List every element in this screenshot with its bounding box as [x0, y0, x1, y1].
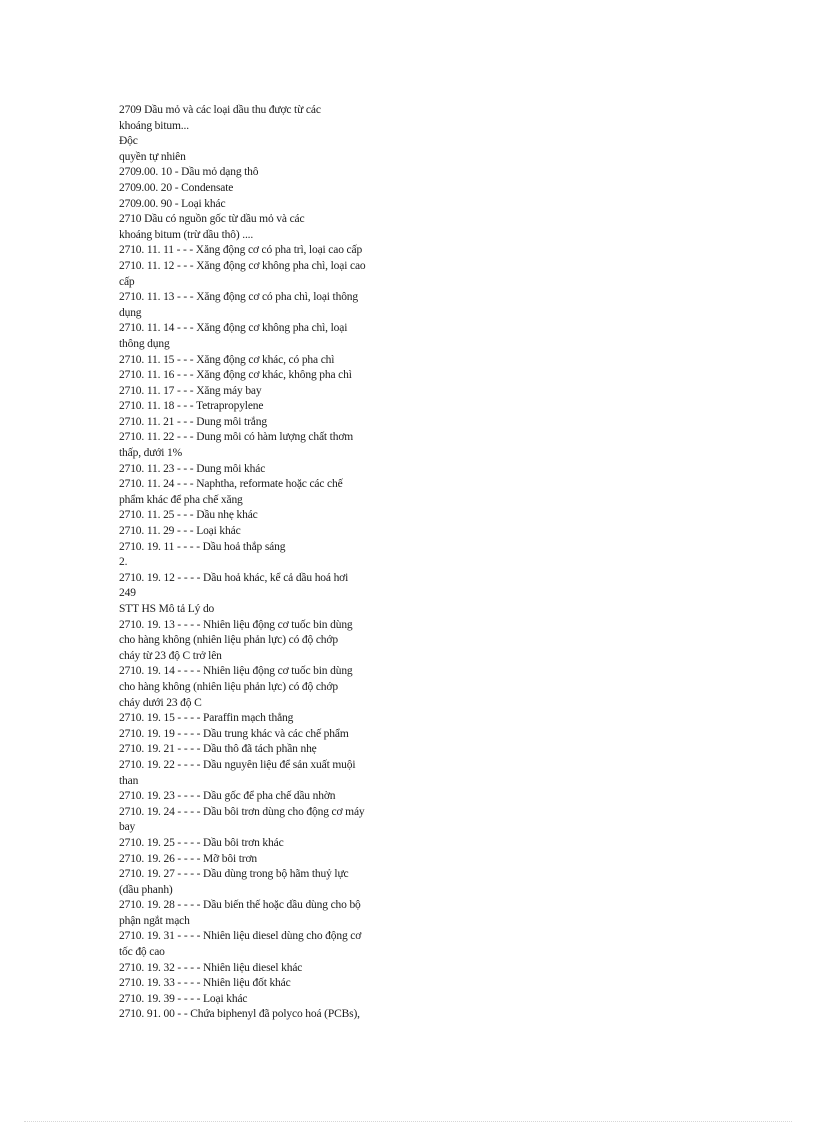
- document-line: 2710. 11. 29 - - - Loại khác: [119, 525, 241, 538]
- document-line: 2710. 19. 23 - - - - Dầu gốc để pha chế dầu nhờn: [119, 790, 336, 803]
- document-line: 2709.00. 10 - Dầu mỏ dạng thô: [119, 166, 259, 179]
- document-line: 2710. 19. 22 - - - - Dầu nguyên liệu để sản xuất muội: [119, 758, 356, 771]
- document-line: Độc: [119, 135, 138, 148]
- document-line: 2710. 19. 26 - - - - Mỡ bôi trơn: [119, 852, 258, 865]
- document-line: 2710. 19. 21 - - - - Dầu thô đã tách phần nhẹ: [119, 743, 317, 756]
- document-line: 2710 Dầu có nguồn gốc từ dầu mỏ và các: [119, 213, 305, 226]
- document-line: 2709.00. 90 - Loại khác: [119, 197, 226, 210]
- document-line: than: [119, 774, 139, 787]
- document-line: bay: [119, 821, 136, 834]
- document-line: 2710. 11. 11 - - - Xăng động cơ có pha trì, loại cao cấp: [119, 244, 363, 257]
- document-line: 2710. 11. 13 - - - Xăng động cơ có pha chì, loại thông: [119, 291, 359, 304]
- document-line: tốc độ cao: [119, 946, 165, 959]
- document-line: 2710. 19. 25 - - - - Dầu bôi trơn khác: [119, 836, 284, 849]
- document-line: 2710. 19. 11 - - - - Dầu hoả thắp sáng: [119, 540, 286, 553]
- document-line: 2710. 19. 27 - - - - Dầu dùng trong bộ hãm thuỷ lực: [119, 868, 349, 881]
- document-line: 2710. 11. 16 - - - Xăng động cơ khác, không pha chì: [119, 369, 352, 382]
- document-line: 2.: [119, 556, 128, 569]
- document-line: phẩm khác để pha chế xăng: [119, 493, 243, 506]
- document-line: cho hàng không (nhiên liệu phản lực) có độ chớp: [119, 680, 338, 693]
- page-bottom-divider: [24, 1121, 792, 1122]
- document-line: cháy dưới 23 độ C: [119, 696, 202, 709]
- document-text-block: [119, 103, 419, 1023]
- document-line: 2709 Dầu mỏ và các loại dầu thu được từ các: [119, 104, 321, 116]
- document-line: 2710. 19. 31 - - - - Nhiên liệu diesel dùng cho động cơ: [119, 930, 362, 943]
- document-line: cháy từ 23 độ C trở lên: [119, 649, 222, 662]
- document-line: phận ngắt mạch: [119, 914, 190, 927]
- document-line: 2710. 19. 33 - - - - Nhiên liệu đốt khác: [119, 977, 291, 990]
- document-line: 2710. 11. 17 - - - Xăng máy bay: [119, 384, 262, 397]
- document-line: 2710. 11. 18 - - - Tetrapropylene: [119, 400, 264, 413]
- document-line: 2710. 11. 24 - - - Naphtha, reformate hoặc các chế: [119, 478, 343, 491]
- document-line: 2710. 19. 14 - - - - Nhiên liệu động cơ tuốc bin dùng: [119, 665, 353, 678]
- document-line: 2710. 19. 24 - - - - Dầu bôi trơn dùng cho động cơ máy: [119, 805, 365, 818]
- document-line: cấp: [119, 275, 135, 288]
- document-line: STT HS Mô tả Lý do: [119, 603, 215, 615]
- document-line: dụng: [119, 306, 142, 319]
- document-line: 2709.00. 20 - Condensate: [119, 181, 234, 194]
- document-line: khoáng bitum...: [119, 119, 189, 132]
- document-line: 2710. 19. 28 - - - - Dầu biến thế hoặc dầu dùng cho bộ: [119, 899, 361, 912]
- document-line: 2710. 19. 12 - - - - Dầu hoả khác, kể cả dầu hoá hơi: [119, 571, 349, 584]
- document-line: 2710. 19. 39 - - - - Loại khác: [119, 992, 248, 1005]
- document-line: 2710. 11. 22 - - - Dung môi có hàm lượng chất thơm: [119, 431, 354, 444]
- document-line: (dầu phanh): [119, 883, 173, 896]
- document-line: 2710. 19. 19 - - - - Dầu trung khác và các chế phẩm: [119, 727, 349, 740]
- document-line: 2710. 19. 15 - - - - Paraffin mạch thẳng: [119, 712, 294, 725]
- document-line: thông dụng: [119, 337, 170, 350]
- document-line: quyền tự nhiên: [119, 150, 186, 163]
- document-line: 2710. 19. 13 - - - - Nhiên liệu động cơ tuốc bin dùng: [119, 618, 353, 631]
- document-line: cho hàng không (nhiên liệu phản lực) có độ chớp: [119, 634, 338, 647]
- document-line: 2710. 91. 00 - - Chứa biphenyl đã polyco hoá (PCBs),: [119, 1008, 360, 1021]
- document-line: thấp, dưới 1%: [119, 447, 183, 460]
- document-line: 249: [119, 587, 136, 600]
- document-line: khoáng bitum (trừ dầu thô) ....: [119, 228, 254, 241]
- document-line: 2710. 11. 21 - - - Dung môi trắng: [119, 415, 267, 428]
- document-line: 2710. 11. 12 - - - Xăng động cơ không pha chì, loại cao: [119, 259, 366, 272]
- document-line: 2710. 11. 25 - - - Dầu nhẹ khác: [119, 509, 258, 522]
- document-line: 2710. 11. 15 - - - Xăng động cơ khác, có pha chì: [119, 353, 335, 366]
- document-line: 2710. 11. 23 - - - Dung môi khác: [119, 462, 266, 475]
- document-line: 2710. 11. 14 - - - Xăng động cơ không pha chì, loại: [119, 322, 348, 335]
- document-line: 2710. 19. 32 - - - - Nhiên liệu diesel khác: [119, 961, 303, 974]
